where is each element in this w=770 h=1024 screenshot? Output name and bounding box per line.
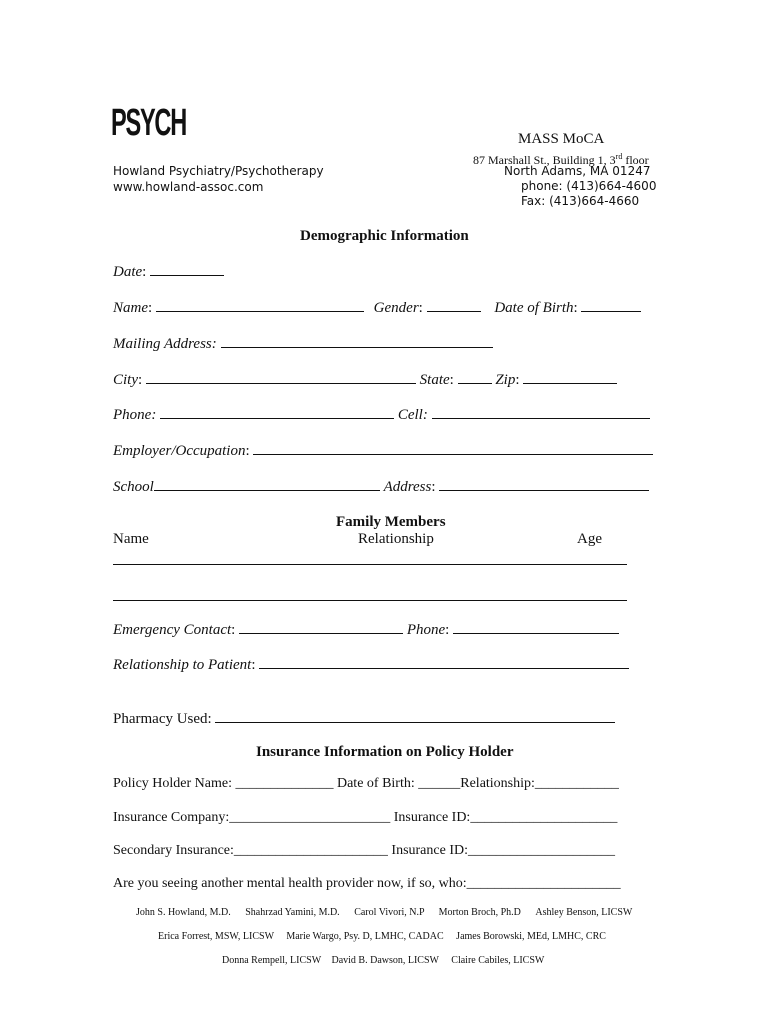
relationship-row: Relationship to Patient: [113,656,629,674]
state-label: State [419,372,450,388]
provider-name: Carol Vivori, N.P [354,907,425,918]
section-heading-demographic: Demographic Information [300,228,469,244]
employer-row: Employer/Occupation: [113,442,653,460]
provider-name: Erica Forrest, MSW, LICSW [158,931,274,942]
insurance-id-field[interactable]: Insurance ID:_____________________ [393,810,618,825]
pharmacy-field[interactable] [215,710,615,723]
pharmacy-label: Pharmacy Used: [113,711,212,727]
policy-dob-field[interactable]: Date of Birth: ______ [336,776,461,791]
provider-name: David B. Dawson, LICSW [331,955,439,966]
provider-name: Claire Cabiles, LICSW [451,955,545,966]
cell-field[interactable] [432,406,650,419]
school-row: School Address: [113,478,649,496]
zip-label: Zip [495,372,516,388]
city-label: City [113,372,138,388]
school-address-field[interactable] [439,478,649,491]
school-field[interactable] [154,478,380,491]
emergency-field[interactable] [239,621,403,634]
school-address-label: Address [383,479,432,495]
gender-label: Gender [373,300,419,316]
location-name: MASS MoCA [518,131,605,147]
practice-logo: PSYCH [111,102,186,144]
family-col-age: Age [577,531,602,547]
state-field[interactable] [458,371,492,384]
street-text: 87 Marshall St., Building 1, 3 [473,153,616,167]
practice-name: Howland Psychiatry/Psychotherapy [113,164,324,178]
other-provider-field[interactable]: Are you seeing another mental health provider now, if so, who:______________________ [113,876,621,891]
phone-row [113,406,650,424]
provider-row [222,955,544,966]
location-phone: phone: (413)664-4600 [521,179,657,193]
practice-website[interactable]: www.howland-assoc.com [113,180,264,194]
provider-name: John S. Howland, M.D. [136,907,231,918]
emergency-phone-field[interactable] [453,621,619,634]
city-field[interactable] [146,371,416,384]
emergency-label: Emergency Contact [113,622,232,638]
emergency-row: Emergency Contact: Phone: [113,621,619,639]
relationship-field[interactable] [259,656,629,669]
provider-name: Donna Rempell, LICSW [222,955,321,966]
date-field[interactable] [150,263,224,276]
family-col-relationship: Relationship [358,531,434,547]
name-row: Name: Gender: Date of Birth: [113,299,641,317]
location-city: North Adams, MA 01247 [504,164,651,178]
insurance-company-field[interactable]: Insurance Company:_______________________ [113,810,391,825]
mailing-label: Mailing Address: [113,336,217,352]
mailing-row [113,335,493,353]
employer-field[interactable] [253,442,653,455]
secondary-id-field[interactable]: Insurance ID:_____________________ [391,843,615,858]
mailing-field[interactable] [221,335,493,348]
policy-holder-field[interactable]: Policy Holder Name: ______________ [113,776,334,791]
gender-field[interactable] [427,299,481,312]
section-heading-insurance: Insurance Information on Policy Holder [256,744,514,760]
date-label: Date [113,264,143,280]
secondary-insurance-field[interactable]: Secondary Insurance:______________________ [113,843,388,858]
street-suffix: rd [615,152,623,161]
dob-label: Date of Birth [494,300,574,316]
street-floor: floor [622,153,649,167]
insurance-company-row[interactable] [113,810,617,826]
school-label: School [113,479,154,495]
provider-name: Marie Wargo, Psy. D, LMHC, CADAC [286,931,444,942]
provider-row [158,931,606,942]
phone-field[interactable] [160,406,394,419]
policy-holder-row[interactable] [113,776,619,792]
emergency-phone-label: Phone [406,622,446,638]
family-member-line[interactable] [113,600,627,601]
provider-name: James Borowski, MEd, LMHC, CRC [456,931,606,942]
cell-label: Cell: [397,407,428,423]
name-field[interactable] [156,299,364,312]
location-fax: Fax: (413)664-4660 [521,194,640,208]
practice-info [113,163,324,195]
secondary-insurance-row[interactable] [113,843,615,859]
name-label: Name [113,300,148,316]
dob-field[interactable] [581,299,641,312]
city-row: City: State: Zip: [113,371,617,389]
employer-label: Employer/Occupation [113,443,246,459]
phone-label: Phone: [113,407,157,423]
zip-field[interactable] [523,371,617,384]
provider-name: Morton Broch, Ph.D [438,907,521,918]
provider-name: Shahrzad Yamini, M.D. [245,907,340,918]
family-member-line[interactable] [113,564,627,565]
relationship-label: Relationship to Patient [113,657,252,673]
provider-name: Ashley Benson, LICSW [535,907,633,918]
section-heading-family: Family Members [336,514,446,530]
pharmacy-row [113,710,615,728]
family-col-name: Name [113,531,149,547]
policy-relationship-field[interactable]: Relationship:____________ [460,776,619,791]
date-row: Date: [113,263,224,281]
provider-row [136,907,632,918]
